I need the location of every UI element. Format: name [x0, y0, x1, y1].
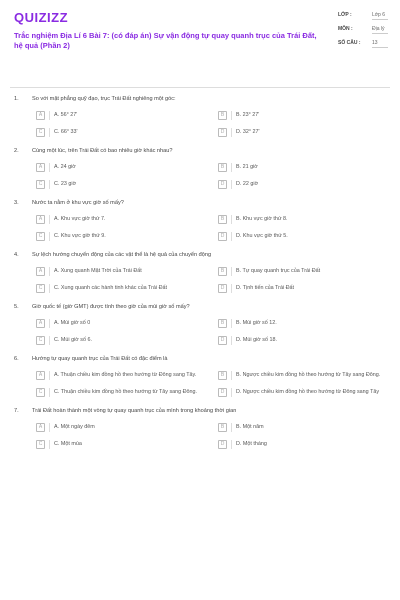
option-letter-box: A — [36, 371, 45, 380]
option-text: D. 22 giờ — [236, 181, 259, 187]
option-grid — [14, 424, 386, 449]
option-letter-box: B — [218, 163, 227, 172]
option-letter-box: C — [36, 284, 45, 293]
option-text: D. Tịnh tiến của Trái Đất — [236, 285, 295, 291]
option-text: D. Múi giờ số 18. — [236, 337, 277, 343]
option-c[interactable] — [36, 285, 204, 293]
quizizz-logo: QUIZIZZ — [14, 10, 69, 25]
option-text: A. Múi giờ số 0 — [54, 320, 91, 326]
option-d[interactable] — [218, 337, 386, 345]
meta-subject-label: MÔN : — [338, 26, 353, 32]
meta-class-label: LỚP : — [338, 12, 352, 18]
option-divider — [49, 336, 50, 345]
question-text: So với mặt phẳng quỹ đạo, trục Trái Đất nghiêng một góc: — [32, 96, 176, 102]
option-divider — [49, 232, 50, 241]
option-text: D. Ngược chiều kim đồng hồ theo hướng từ Đông sang Tây — [236, 389, 380, 395]
option-d[interactable] — [218, 233, 386, 241]
option-b[interactable] — [218, 372, 386, 380]
option-letter-box: D — [218, 128, 227, 137]
option-text: B. Khu vực giờ thứ 8. — [236, 216, 288, 222]
option-letter-box: D — [218, 180, 227, 189]
question-prompt — [14, 252, 386, 258]
option-b[interactable] — [218, 216, 386, 224]
option-divider — [231, 232, 232, 241]
option-divider — [49, 388, 50, 397]
question-number: 2. — [14, 148, 19, 154]
option-d[interactable] — [218, 285, 386, 293]
question-prompt — [14, 148, 386, 154]
option-letter-box: C — [36, 128, 45, 137]
question-text: Giờ quốc tế (giờ GMT) được tính theo giờ của múi giờ số mấy? — [32, 304, 190, 310]
option-b[interactable] — [218, 164, 386, 172]
option-divider — [231, 319, 232, 328]
option-b[interactable] — [218, 112, 386, 120]
meta-subject-value: Địa lý — [372, 26, 388, 34]
option-d[interactable] — [218, 441, 386, 449]
question-prompt — [14, 408, 386, 414]
question-text: Cùng một lúc, trên Trái Đất có bao nhiêu giờ khác nhau? — [32, 148, 173, 154]
option-letter-box: D — [218, 336, 227, 345]
option-letter-box: D — [218, 388, 227, 397]
question-6 — [0, 356, 400, 397]
option-text: C. Khu vực giờ thứ 9. — [54, 233, 106, 239]
meta-class-value: Lớp 6 — [372, 12, 388, 20]
worksheet-header — [0, 0, 400, 86]
question-number: 4. — [14, 252, 19, 258]
option-letter-box: A — [36, 319, 45, 328]
option-text: C. Một mùa — [54, 441, 82, 447]
question-prompt — [14, 304, 386, 310]
question-prompt — [14, 96, 386, 102]
option-text: B. Múi giờ số 12. — [236, 320, 277, 326]
option-divider — [49, 423, 50, 432]
option-divider — [231, 336, 232, 345]
option-text: C. 66° 33' — [54, 129, 78, 135]
question-5 — [0, 304, 400, 345]
option-letter-box: C — [36, 180, 45, 189]
header-divider — [10, 87, 390, 88]
meta-count-value: 13 — [372, 40, 388, 48]
option-text: D. Khu vực giờ thứ 5. — [236, 233, 288, 239]
worksheet-meta — [338, 12, 388, 54]
option-divider — [49, 180, 50, 189]
option-letter-box: B — [218, 215, 227, 224]
question-text: Hướng tự quay quanh trục của Trái Đất có đặc điểm là — [32, 356, 168, 362]
question-list — [0, 96, 400, 460]
option-letter-box: A — [36, 423, 45, 432]
option-divider — [231, 111, 232, 120]
option-letter-box: C — [36, 336, 45, 345]
question-number: 3. — [14, 200, 19, 206]
option-divider — [49, 128, 50, 137]
question-1 — [0, 96, 400, 137]
question-4 — [0, 252, 400, 293]
option-c[interactable] — [36, 129, 204, 137]
option-text: C. Múi giờ số 6. — [54, 337, 92, 343]
question-number: 6. — [14, 356, 19, 362]
option-a[interactable] — [36, 320, 204, 328]
option-divider — [231, 388, 232, 397]
question-number: 5. — [14, 304, 19, 310]
option-text: B. Ngược chiều kim đồng hồ theo hướng từ Tây sang Đông. — [236, 372, 381, 378]
option-text: B. Một năm — [236, 424, 264, 430]
option-a[interactable] — [36, 112, 204, 120]
option-a[interactable] — [36, 424, 204, 432]
option-divider — [231, 180, 232, 189]
page-fade — [0, 588, 400, 600]
option-divider — [231, 440, 232, 449]
option-divider — [49, 371, 50, 380]
option-divider — [49, 111, 50, 120]
option-text: D. Một tháng — [236, 441, 267, 447]
option-letter-box: D — [218, 232, 227, 241]
option-text: A. 24 giờ — [54, 164, 76, 170]
option-letter-box: C — [36, 232, 45, 241]
option-letter-box: B — [218, 371, 227, 380]
option-grid — [14, 320, 386, 345]
option-divider — [231, 163, 232, 172]
option-text: A. Khu vực giờ thứ 7. — [54, 216, 106, 222]
option-grid — [14, 164, 386, 189]
option-text: C. 23 giờ — [54, 181, 77, 187]
option-divider — [49, 440, 50, 449]
option-text: A. Một ngày đêm — [54, 424, 95, 430]
option-a[interactable] — [36, 372, 204, 380]
option-text: B. 23° 27' — [236, 112, 260, 118]
option-text: A. Xung quanh Mặt Trời của Trái Đất — [54, 268, 142, 274]
option-a[interactable] — [36, 164, 204, 172]
option-divider — [231, 423, 232, 432]
question-number: 7. — [14, 408, 19, 414]
option-text: B. Tự quay quanh trục của Trái Đất — [236, 268, 321, 274]
question-text: Sự lệch hướng chuyển động của các vật thể là hệ quả của chuyển động — [32, 252, 212, 258]
option-d[interactable] — [218, 129, 386, 137]
meta-count-label: SỐ CÂU : — [338, 40, 361, 46]
meta-subject-row — [338, 26, 388, 34]
option-letter-box: B — [218, 111, 227, 120]
question-prompt — [14, 356, 386, 362]
question-number: 1. — [14, 96, 19, 102]
question-3 — [0, 200, 400, 241]
option-letter-box: B — [218, 267, 227, 276]
option-letter-box: C — [36, 388, 45, 397]
option-c[interactable] — [36, 389, 204, 397]
option-letter-box: A — [36, 163, 45, 172]
option-grid — [14, 112, 386, 137]
option-text: A. 56° 27' — [54, 112, 78, 118]
question-7 — [0, 408, 400, 449]
option-grid — [14, 268, 386, 293]
option-text: D. 32° 27' — [236, 129, 260, 135]
option-letter-box: C — [36, 440, 45, 449]
option-divider — [49, 163, 50, 172]
option-divider — [231, 215, 232, 224]
option-a[interactable] — [36, 216, 204, 224]
option-text: B. 21 giờ — [236, 164, 258, 170]
option-divider — [49, 267, 50, 276]
worksheet-title: Trắc nghiệm Địa Lí 6 Bài 7: (có đáp án) Sự vận động tự quay quanh trục của Trái Đất, hệ quả (Phần 2) — [14, 31, 317, 50]
option-c[interactable] — [36, 233, 204, 241]
option-letter-box: D — [218, 284, 227, 293]
option-divider — [231, 284, 232, 293]
option-letter-box: B — [218, 423, 227, 432]
option-c[interactable] — [36, 181, 204, 189]
meta-count-row — [338, 40, 388, 48]
option-b[interactable] — [218, 268, 386, 276]
option-letter-box: A — [36, 215, 45, 224]
option-text: C. Thuận chiều kim đồng hồ theo hướng từ Tây sang Đông. — [54, 389, 198, 395]
question-text: Trái Đất hoàn thành một vòng tự quay quanh trục của mình trong khoảng thời gian — [32, 408, 237, 414]
meta-class-row — [338, 12, 388, 20]
option-b[interactable] — [218, 424, 386, 432]
option-grid — [14, 216, 386, 241]
option-divider — [49, 319, 50, 328]
option-grid — [14, 372, 386, 397]
question-prompt — [14, 200, 386, 206]
option-divider — [231, 371, 232, 380]
option-divider — [49, 215, 50, 224]
option-c[interactable] — [36, 337, 204, 345]
option-text: A. Thuận chiều kim đồng hồ theo hướng từ Đông sang Tây. — [54, 372, 197, 378]
option-divider — [231, 267, 232, 276]
option-letter-box: D — [218, 440, 227, 449]
option-letter-box: A — [36, 111, 45, 120]
question-text: Nước ta nằm ở khu vực giờ số mấy? — [32, 200, 124, 206]
option-text: C. Xung quanh các hành tinh khác của Trái Đất — [54, 285, 167, 291]
option-letter-box: B — [218, 319, 227, 328]
option-b[interactable] — [218, 320, 386, 328]
option-d[interactable] — [218, 389, 386, 397]
option-c[interactable] — [36, 441, 204, 449]
question-2 — [0, 148, 400, 189]
option-letter-box: A — [36, 267, 45, 276]
option-a[interactable] — [36, 268, 204, 276]
option-divider — [231, 128, 232, 137]
option-divider — [49, 284, 50, 293]
option-d[interactable] — [218, 181, 386, 189]
